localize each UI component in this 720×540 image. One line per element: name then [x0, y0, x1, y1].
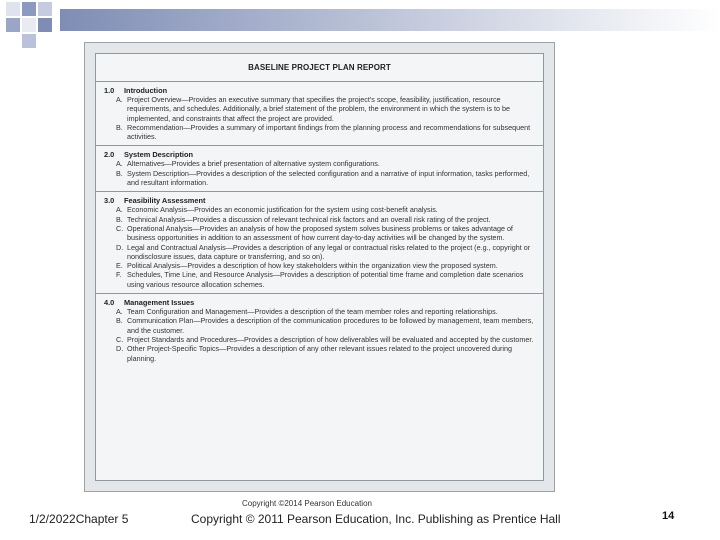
section-item — [104, 123, 537, 142]
report-frame — [95, 53, 544, 481]
decor-square — [22, 34, 36, 48]
item-letter: E. — [116, 261, 123, 271]
item-letter: B. — [116, 316, 123, 326]
section-item — [104, 215, 537, 224]
section-item — [104, 224, 537, 243]
item-letter: D. — [116, 344, 124, 354]
gradient-bar — [60, 9, 720, 31]
footer-copyright: Copyright © 2011 Pearson Education, Inc. Publishing as Prentice Hall — [191, 512, 561, 526]
decor-square — [6, 2, 20, 16]
item-text: Project Standards and Procedures—Provides a description of how deliverables will be evaluated and accepted by the customer. — [127, 334, 534, 344]
item-text: Recommendation—Provides a summary of important findings from the planning process and recommendations for subsequent activities. — [127, 122, 531, 142]
item-text: System Description—Provides a description of the selected configuration and a narrative of input information, tasks performed, and resultant information. — [127, 168, 530, 188]
decor-square — [22, 18, 36, 32]
section-item — [104, 344, 537, 363]
item-text: Schedules, Time Line, and Resource Analysis—Provides a description of potential time frame and completion date scenarios using various resource allocation schemes. — [127, 270, 524, 289]
item-letter: A. — [116, 205, 123, 215]
report-section — [96, 82, 543, 146]
item-letter: B. — [116, 122, 123, 132]
figure-copyright: Copyright ©2014 Pearson Education — [242, 499, 372, 508]
section-title: Feasibility Assessment — [124, 196, 206, 206]
item-letter: A. — [116, 95, 123, 104]
item-letter: A. — [116, 159, 123, 169]
section-heading — [104, 196, 537, 205]
item-text: Team Configuration and Management—Provides a description of the team member roles and reporting relationships. — [127, 307, 498, 317]
item-text: Other Project-Specific Topics—Provides a description of any other relevant issues related to the project uncovered during planning. — [127, 344, 512, 363]
report-section — [96, 146, 543, 192]
section-item — [104, 159, 537, 168]
section-item — [104, 335, 537, 344]
report-figure — [84, 42, 555, 492]
section-item — [104, 169, 537, 188]
item-text: Alternatives—Provides a brief presentation of alternative system configurations. — [127, 159, 380, 169]
section-item — [104, 243, 537, 262]
item-text: Communication Plan—Provides a description of the communication procedures to be followed by management, team members, and the customer. — [127, 316, 534, 335]
item-letter: D. — [116, 242, 124, 252]
section-title: System Description — [124, 150, 194, 160]
section-item — [104, 307, 537, 316]
item-letter: B. — [116, 214, 123, 224]
item-text: Operational Analysis—Provides an analysis of how the proposed system solves business problems or takes advantage of business opportunities in addition to an assessment of how current day-to-day activities will be changed by the system. — [127, 223, 513, 243]
item-text: Political Analysis—Provides a description of how key stakeholders within the organization view the proposed system. — [127, 261, 498, 271]
section-number: 1.0 — [104, 86, 115, 95]
section-heading — [104, 298, 537, 307]
report-section — [96, 192, 543, 294]
item-text: Legal and Contractual Analysis—Provides a description of any legal or contractual risks related to the project (e.g., copyright or nondisclosure issues, data capture or transferring, and so on). — [127, 242, 531, 261]
section-item — [104, 95, 537, 123]
footer-date: 1/2/2022Chapter 5 — [29, 512, 129, 526]
section-title: Introduction — [124, 86, 168, 95]
section-number: 4.0 — [104, 298, 115, 308]
item-text: Economic Analysis—Provides an economic justification for the system using cost-benefit analysis. — [127, 205, 438, 215]
item-letter: C. — [116, 334, 124, 344]
section-heading — [104, 150, 537, 159]
report-section — [96, 294, 543, 367]
section-number: 3.0 — [104, 196, 115, 206]
item-text: Project Overview—Provides an executive summary that specifies the project's scope, feasibility, justification, resource requirements, and schedules. Additionally, a brief statement of the problem, the environment in which the system is to be implemented, and constraints that affect the project are provided. — [127, 95, 511, 123]
item-letter: A. — [116, 307, 123, 317]
decor-square — [22, 2, 36, 16]
decor-square — [6, 18, 20, 32]
decor-square — [38, 2, 52, 16]
section-heading — [104, 86, 537, 95]
section-number: 2.0 — [104, 150, 115, 160]
section-title: Management Issues — [124, 298, 195, 308]
item-letter: C. — [116, 223, 124, 233]
section-item — [104, 270, 537, 289]
item-letter: B. — [116, 168, 123, 178]
item-text: Technical Analysis—Provides a discussion of relevant technical risk factors and an overall risk rating of the project. — [127, 214, 491, 224]
decor-square — [38, 18, 52, 32]
section-item — [104, 316, 537, 335]
report-title: BASELINE PROJECT PLAN REPORT — [96, 54, 543, 82]
item-letter: F. — [116, 270, 122, 280]
page-number: 14 — [662, 510, 675, 522]
section-item — [104, 205, 537, 214]
section-item — [104, 261, 537, 270]
